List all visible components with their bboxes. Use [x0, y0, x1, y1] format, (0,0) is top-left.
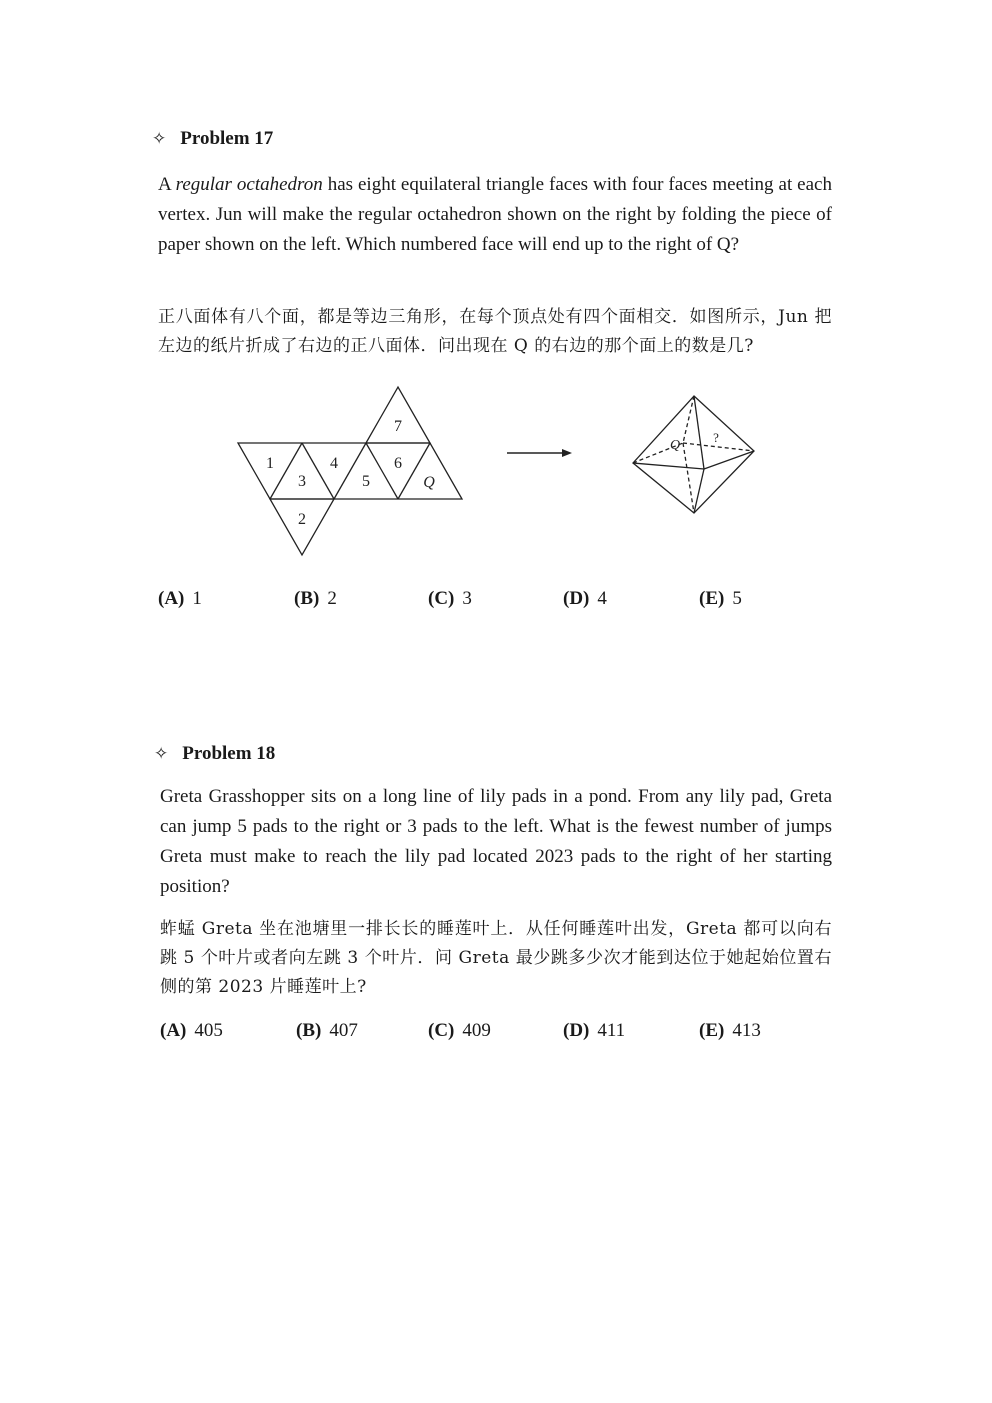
- choice-d[interactable]: (D) 411: [563, 1020, 626, 1041]
- net-label-5: 5: [362, 473, 370, 490]
- net-label-q: Q: [423, 474, 435, 491]
- choice-a[interactable]: (A) 405: [160, 1020, 223, 1041]
- choice-e[interactable]: (E) 413: [699, 1020, 761, 1041]
- problem-title: Problem 18: [182, 743, 276, 764]
- choice-e[interactable]: (E) 5: [699, 588, 742, 609]
- choice-c[interactable]: (C) 409: [428, 1020, 491, 1041]
- problem-18-heading: [154, 743, 275, 765]
- net-label-1: 1: [266, 455, 274, 472]
- net-label-6: 6: [394, 455, 402, 472]
- problem-17-figure: [0, 0, 992, 600]
- choice-b[interactable]: (B) 407: [296, 1020, 358, 1041]
- diamond-icon: ✧: [152, 129, 167, 149]
- net-label-3: 3: [298, 473, 306, 490]
- net-label-7: 7: [394, 418, 402, 435]
- choice-a[interactable]: (A) 1: [158, 588, 202, 609]
- octahedron-outline: [633, 396, 754, 513]
- choice-b[interactable]: (B) 2: [294, 588, 337, 609]
- problem-17-chinese: 正八面体有八个面，都是等边三角形，在每个顶点处有四个面相交．如图所示，Jun 把左边的纸片折成了右边的正八面体．问出现在 Q 的右边的那个面上的数是几?: [158, 307, 832, 356]
- problem-18-text: Greta Grasshopper sits on a long line of lily pads in a pond. From any lily pad, Greta can jump 5 pads to the right or 3 pads to the left. What is the fewest number of jumps Greta must make to reach the lily pad located 2023 pads to the right of her starting position?: [160, 786, 832, 897]
- problem-title: Problem 17: [180, 128, 274, 149]
- net-label-2: 2: [298, 511, 306, 528]
- choice-c[interactable]: (C) 3: [428, 588, 472, 609]
- problem-18-chinese: 蚱蜢 Greta 坐在池塘里一排长长的睡莲叶上．从任何睡莲叶出发，Greta 都可以向右跳 5 个叶片或者向左跳 3 个叶片．问 Greta 最少跳多少次才能到达位于她起始位置右侧的第 2023 片睡莲叶上?: [160, 919, 832, 997]
- problem-17-text: A regular octahedron has eight equilateral triangle faces with four faces meeting at each vertex. Jun will make the regular octahedron shown on the right by folding the piece of paper shown on the left. Which numbered face will end up to the right of Q?: [158, 174, 832, 255]
- octa-label-q: Q: [669, 438, 681, 453]
- diamond-icon: ✧: [154, 744, 169, 764]
- net-label-4: 4: [330, 455, 338, 472]
- choice-d[interactable]: (D) 4: [563, 588, 607, 609]
- octa-label-question: ?: [713, 430, 719, 445]
- problem-17-choices: [158, 588, 848, 614]
- problem-18-choices: [160, 1020, 850, 1046]
